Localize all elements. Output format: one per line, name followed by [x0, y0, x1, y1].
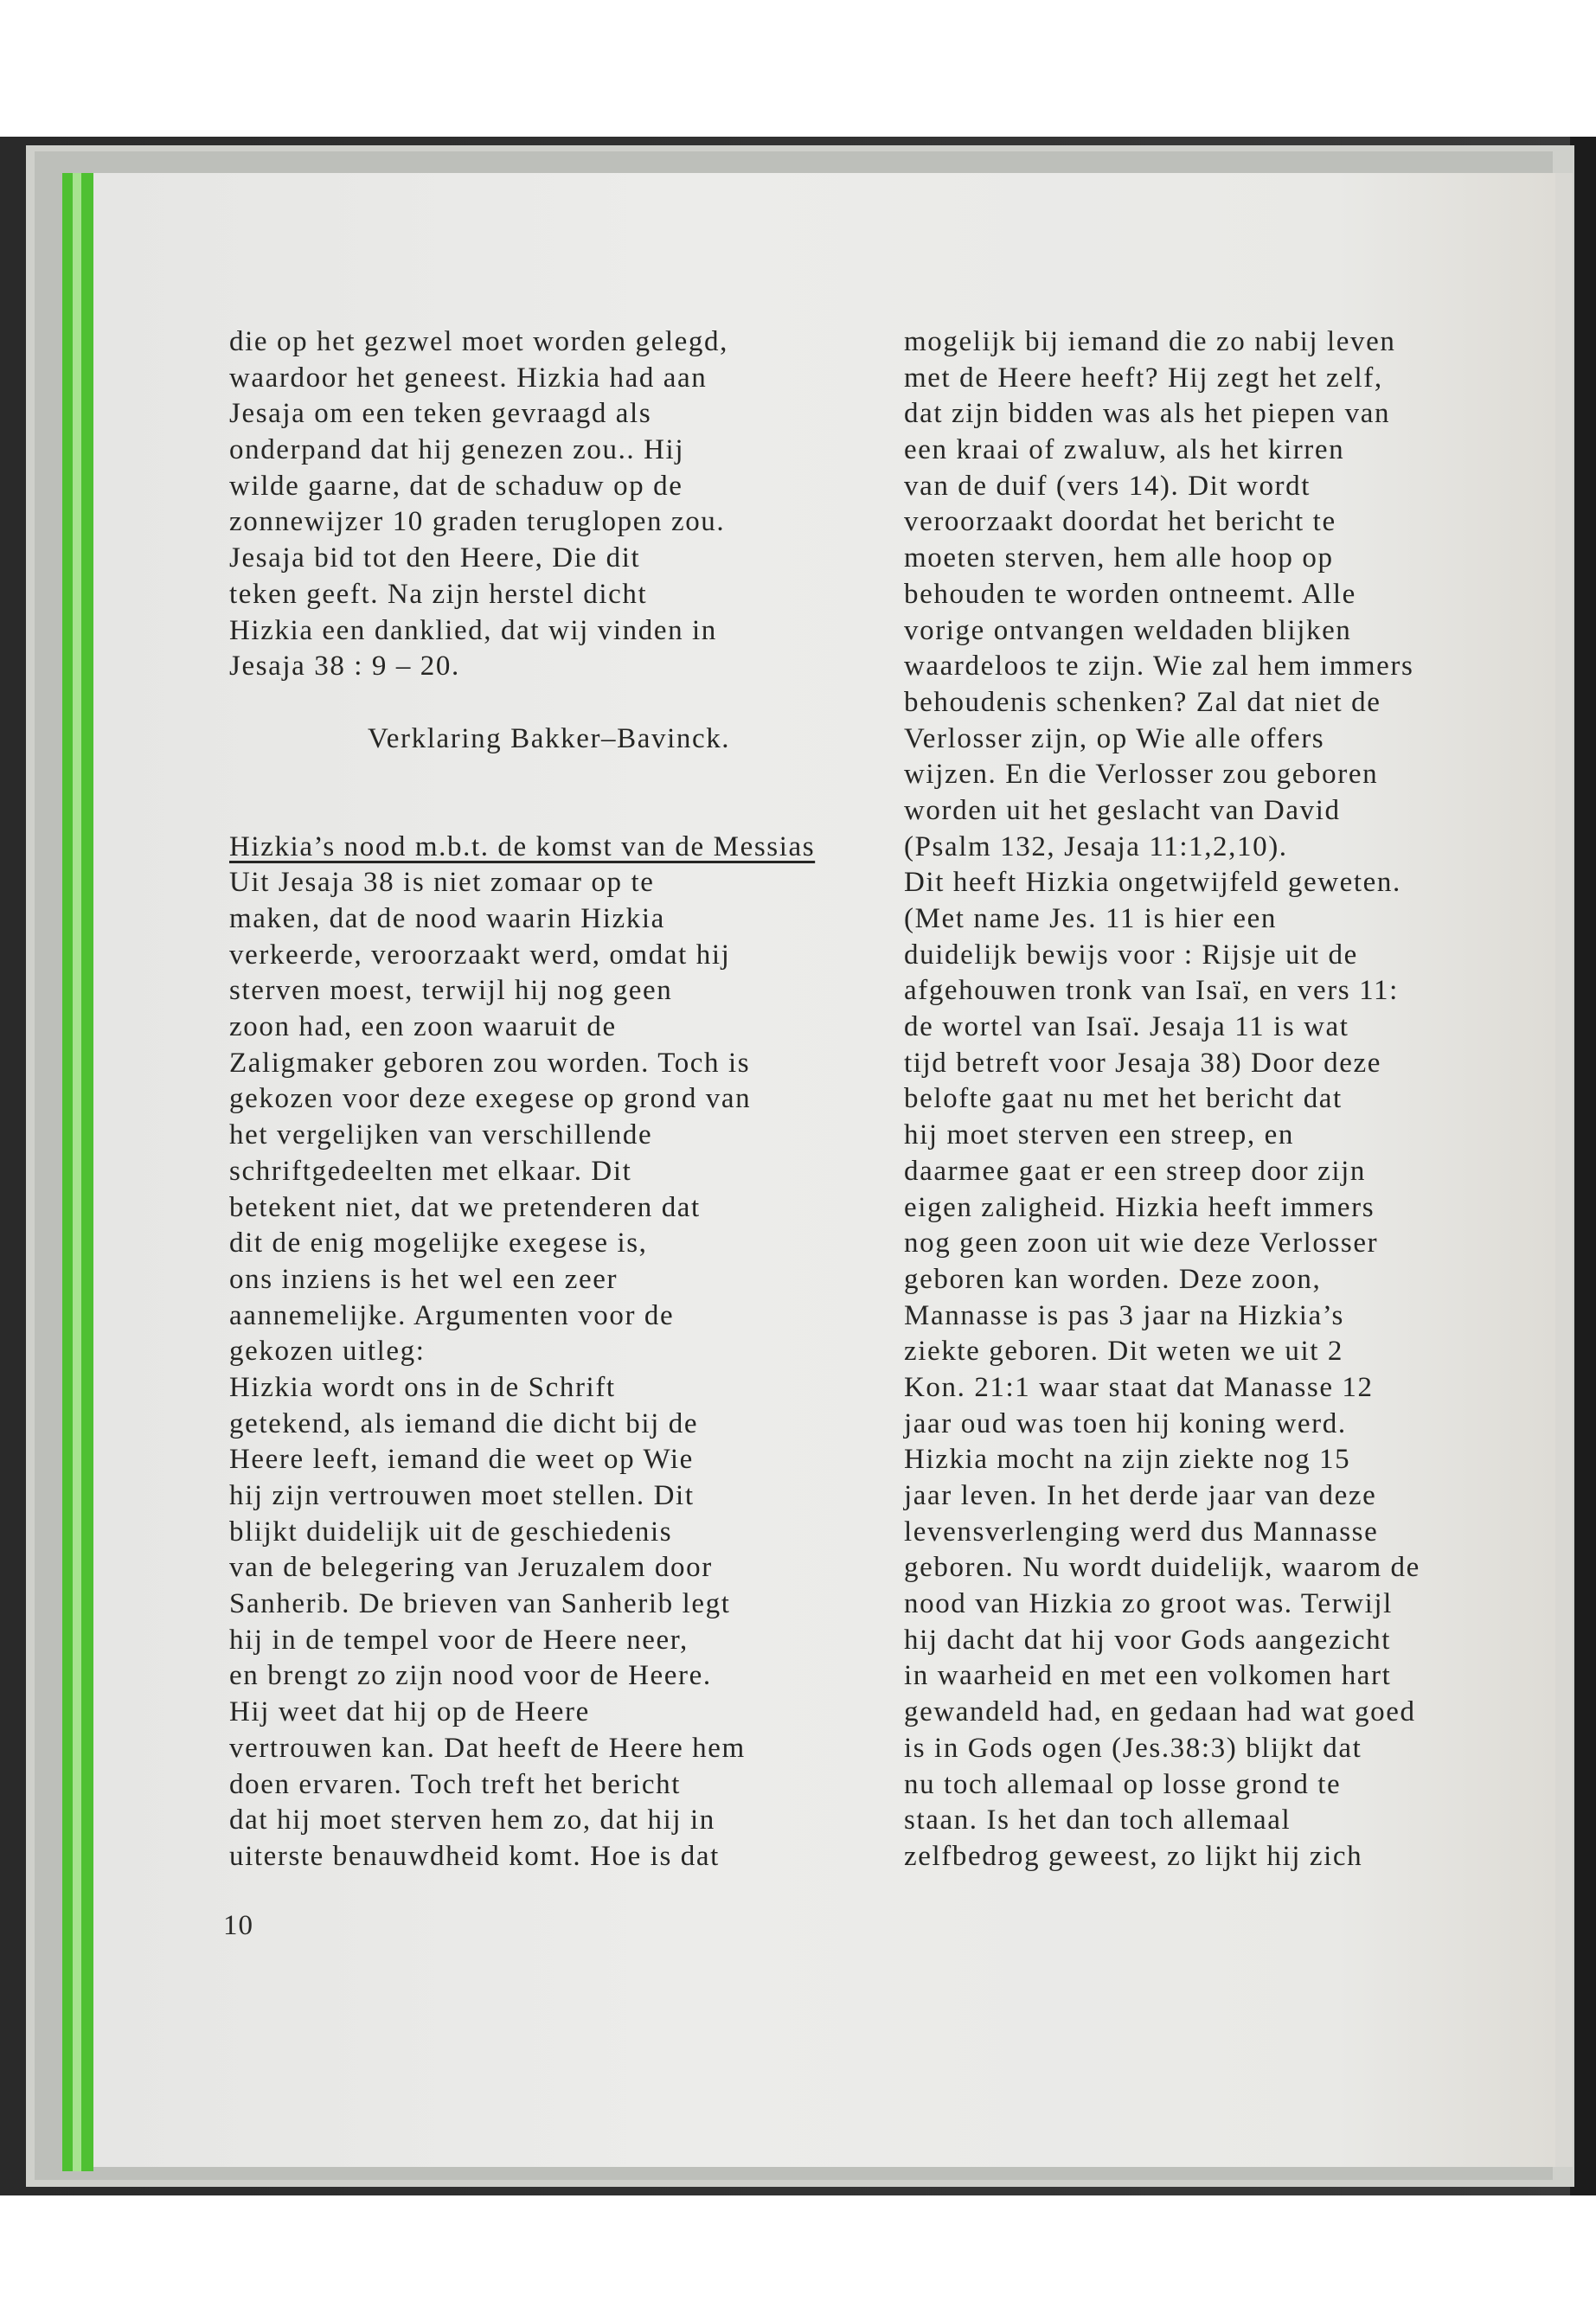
- text-line: (Psalm 132, Jesaja 11:1,2,10).: [904, 830, 1288, 862]
- text-line: vorige ontvangen weldaden blijken: [904, 614, 1352, 646]
- left-text-column: [229, 324, 913, 1875]
- text-line: Heere leeft, iemand die weet op Wie: [229, 1444, 694, 1476]
- right-paragraph: [904, 324, 1509, 1875]
- text-line: en brengt zo zijn nood voor de Heere.: [229, 1660, 712, 1692]
- text-line: Jesaja om een teken gevraagd als: [229, 398, 652, 430]
- section-heading: Hizkia’s nood m.b.t. de komst van de Messias: [229, 830, 816, 862]
- text-line: Kon. 21:1 waar staat dat Manasse 12: [904, 1371, 1374, 1403]
- page-edge-right: [1555, 173, 1573, 2167]
- text-line: van de duif (vers 14). Dit wordt: [904, 470, 1311, 502]
- text-line: Dit heeft Hizkia ongetwijfeld geweten.: [904, 867, 1401, 899]
- blank-line: [229, 757, 913, 793]
- text-line: Hizkia mocht na zijn ziekte nog 15: [904, 1444, 1351, 1476]
- text-line: teken geeft. Na zijn herstel dicht: [229, 578, 648, 610]
- text-line: geboren kan worden. Deze zoon,: [904, 1263, 1322, 1295]
- page-number: 10: [223, 1910, 253, 1941]
- text-line: gekozen voor deze exegese op grond van: [229, 1083, 752, 1115]
- text-line: doen ervaren. Toch treft het bericht: [229, 1768, 681, 1800]
- text-line: Uit Jesaja 38 is niet zomaar op te: [229, 867, 655, 899]
- text-line: mogelijk bij iemand die zo nabij leven: [904, 326, 1396, 357]
- left-paragraph-1: [229, 324, 913, 685]
- text-line: nog geen zoon uit wie deze Verlosser: [904, 1227, 1379, 1259]
- text-line: dat zijn bidden was als het piepen van: [904, 398, 1391, 430]
- text-line: gekozen uitleg:: [229, 1336, 426, 1368]
- text-line: hij zijn vertrouwen moet stellen. Dit: [229, 1480, 695, 1511]
- text-line: ons inziens is het wel een zeer: [229, 1263, 619, 1295]
- text-line: hij dacht dat hij voor Gods aangezicht: [904, 1624, 1391, 1656]
- text-line: eigen zaligheid. Hizkia heeft immers: [904, 1191, 1375, 1223]
- text-line: wilde gaarne, dat de schaduw op de: [229, 470, 683, 502]
- text-line: Jesaja bid tot den Heere, Die dit: [229, 542, 641, 574]
- text-line: (Met name Jes. 11 is hier een: [904, 903, 1277, 934]
- right-text-column: [904, 324, 1509, 1875]
- subheading: Verklaring Bakker–Bavinck.: [368, 722, 731, 754]
- text-line: wijzen. En die Verlosser zou geboren: [904, 759, 1379, 791]
- text-line: Mannasse is pas 3 jaar na Hizkia’s: [904, 1299, 1344, 1331]
- text-line: belofte gaat nu met het bericht dat: [904, 1083, 1343, 1115]
- text-line: waardeloos te zijn. Wie zal hem immers: [904, 651, 1414, 683]
- text-line: zelfbedrog geweest, zo lijkt hij zich: [904, 1840, 1363, 1872]
- text-line: behoudenis schenken? Zal dat niet de: [904, 686, 1381, 718]
- text-line: geboren. Nu wordt duidelijk, waarom de: [904, 1552, 1420, 1584]
- text-line: een kraai of zwaluw, als het kirren: [904, 434, 1345, 466]
- text-line: tijd betreft voor Jesaja 38) Door deze: [904, 1047, 1381, 1079]
- text-line: nood van Hizkia zo groot was. Terwijl: [904, 1588, 1393, 1620]
- text-line: uiterste benauwdheid komt. Hoe is dat: [229, 1840, 720, 1872]
- left-paragraph-2: [229, 865, 913, 1875]
- text-line: worden uit het geslacht van David: [904, 794, 1341, 826]
- text-line: van de belegering van Jeruzalem door: [229, 1552, 713, 1584]
- text-line: met de Heere heeft? Hij zegt het zelf,: [904, 362, 1383, 394]
- text-line: betekent niet, dat we pretenderen dat: [229, 1191, 701, 1223]
- text-line: Sanherib. De brieven van Sanherib legt: [229, 1588, 731, 1620]
- text-line: hij moet sterven een streep, en: [904, 1119, 1294, 1151]
- text-line: onderpand dat hij genezen zou.. Hij: [229, 434, 685, 466]
- text-line: de wortel van Isaï. Jesaja 11 is wat: [904, 1011, 1349, 1043]
- text-line: zoon had, een zoon waaruit de: [229, 1011, 617, 1043]
- text-line: is in Gods ogen (Jes.38:3) blijkt dat: [904, 1732, 1362, 1764]
- text-line: Hizkia een danklied, dat wij vinden in: [229, 614, 717, 646]
- text-line: maken, dat de nood waarin Hizkia: [229, 903, 665, 934]
- text-line: Verlosser zijn, op Wie alle offers: [904, 722, 1325, 754]
- text-line: waardoor het geneest. Hizkia had aan: [229, 362, 708, 394]
- text-line: Hij weet dat hij op de Heere: [229, 1696, 590, 1728]
- text-line: staan. Is het dan toch allemaal: [904, 1804, 1292, 1836]
- text-line: getekend, als iemand die dicht bij de: [229, 1407, 699, 1439]
- text-line: veroorzaakt doordat het bericht te: [904, 506, 1336, 538]
- text-line: dat hij moet sterven hem zo, dat hij in: [229, 1804, 715, 1836]
- blank-line: [229, 685, 913, 721]
- text-line: sterven moest, terwijl hij nog geen: [229, 975, 673, 1007]
- text-line: Jesaja 38 : 9 – 20.: [229, 651, 460, 683]
- text-line: het vergelijken van verschillende: [229, 1119, 653, 1151]
- text-line: Hizkia wordt ons in de Schrift: [229, 1371, 616, 1403]
- text-line: schriftgedeelten met elkaar. Dit: [229, 1155, 632, 1187]
- text-line: duidelijk bewijs voor : Rijsje uit de: [904, 939, 1358, 971]
- text-line: dit de enig mogelijke exegese is,: [229, 1227, 648, 1259]
- text-line: afgehouwen tronk van Isaï, en vers 11:: [904, 975, 1399, 1007]
- light-green-spine-stripe: [73, 173, 81, 2171]
- text-line: die op het gezwel moet worden gelegd,: [229, 326, 728, 357]
- text-line: behouden te worden ontneemt. Alle: [904, 578, 1356, 610]
- text-line: jaar leven. In het derde jaar van deze: [904, 1480, 1377, 1511]
- text-line: ziekte geboren. Dit weten we uit 2: [904, 1336, 1343, 1368]
- text-line: gewandeld had, en gedaan had wat goed: [904, 1696, 1416, 1728]
- text-line: zonnewijzer 10 graden teruglopen zou.: [229, 506, 726, 538]
- text-line: aannemelijke. Argumenten voor de: [229, 1299, 675, 1331]
- text-line: levensverlenging werd dus Mannasse: [904, 1516, 1379, 1548]
- text-line: Zaligmaker geboren zou worden. Toch is: [229, 1047, 751, 1079]
- blank-line: [229, 793, 913, 830]
- text-line: nu toch allemaal op losse grond te: [904, 1768, 1342, 1800]
- text-line: moeten sterven, hem alle hoop op: [904, 542, 1334, 574]
- text-line: jaar oud was toen hij koning werd.: [904, 1407, 1347, 1439]
- text-line: blijkt duidelijk uit de geschiedenis: [229, 1516, 673, 1548]
- text-line: verkeerde, veroorzaakt werd, omdat hij: [229, 939, 731, 971]
- text-line: vertrouwen kan. Dat heeft de Heere hem: [229, 1732, 746, 1764]
- text-line: hij in de tempel voor de Heere neer,: [229, 1624, 689, 1656]
- text-line: in waarheid en met een volkomen hart: [904, 1660, 1392, 1692]
- text-line: daarmee gaat er een streep door zijn: [904, 1155, 1367, 1187]
